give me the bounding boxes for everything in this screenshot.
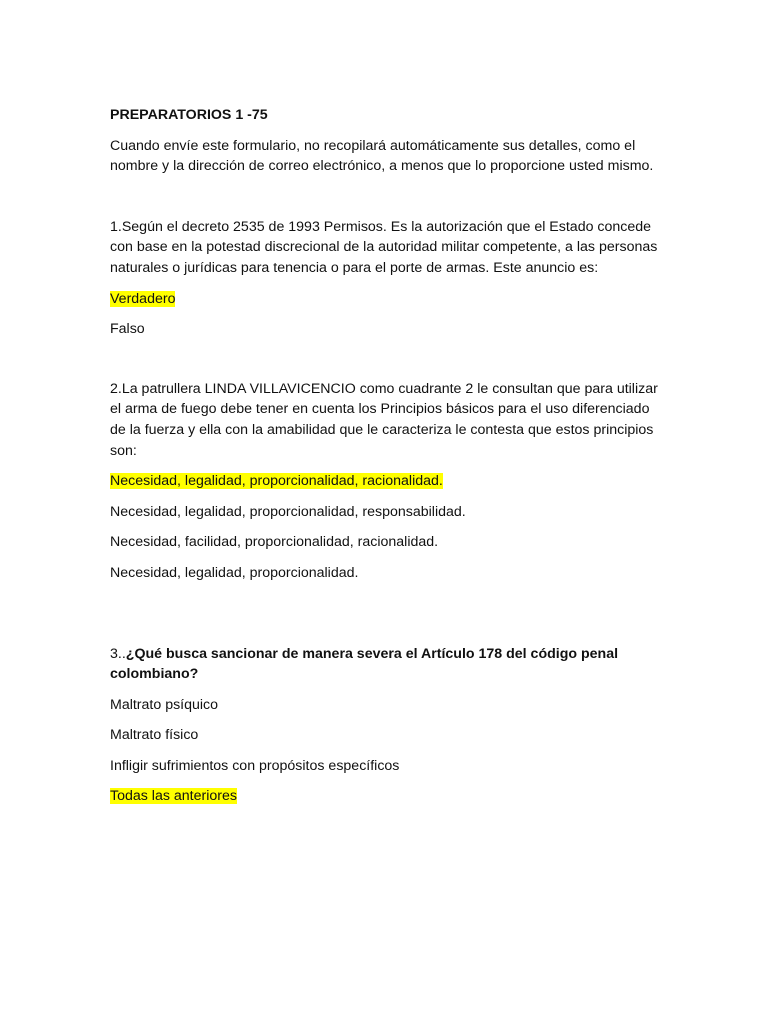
option-label: Maltrato físico [110,727,199,744]
question-3-option-2 [110,725,658,746]
question-2-option-3 [110,532,658,553]
question-2-block [110,379,658,584]
question-1-text: 1.Según el decreto 2535 de 1993 Permisos. Es la autorización que el Estado concede con base en la potestad discrecional de la autoridad militar competente, a las personas naturales o jurídicas para tenencia o para el porte de armas. Este anuncio es: [110,218,658,276]
document-intro: Cuando envíe este formulario, no recopilará automáticamente sus detalles, como el nombre y la dirección de correo electrónico, a menos que lo proporcione usted mismo. [110,137,654,175]
answer-highlight: Verdadero [110,290,176,307]
question-3-option-3 [110,756,658,777]
question-2-option-2 [110,502,658,523]
option-label: Necesidad, legalidad, proporcionalidad. [110,564,359,581]
option-label: Necesidad, legalidad, proporcionalidad, responsabilidad. [110,503,466,520]
question-3-text [110,644,658,685]
option-label: Infligir sufrimientos con propósitos específicos [110,757,400,774]
question-1-option-1 [110,289,658,310]
answer-highlight: Necesidad, legalidad, proporcionalidad, racionalidad. [110,473,443,490]
question-3-block [110,644,658,808]
question-3-option-1 [110,695,658,716]
question-3-number: 3.. [110,645,126,662]
option-label: Falso [110,321,145,338]
answer-highlight: Todas las anteriores [110,788,237,805]
question-2-option-1 [110,471,658,492]
question-3-prompt: ¿Qué busca sancionar de manera severa el Artículo 178 del código penal colombiano? [110,645,619,683]
option-label: Necesidad, facilidad, proporcionalidad, racionalidad. [110,534,439,551]
question-1-option-2 [110,319,658,340]
question-1-block [110,217,658,340]
question-2-option-4 [110,563,658,584]
option-label: Maltrato psíquico [110,696,219,713]
document-page [110,105,658,817]
question-2-text: 2.La patrullera LINDA VILLAVICENCIO como cuadrante 2 le consultan que para utilizar el arma de fuego debe tener en cuenta los Principios básicos para el uso diferenciado de la fuerza y ella con la amabilidad que le caracteriza le contesta que estos principios son: [110,380,658,459]
question-3-option-4 [110,786,658,807]
document-title: PREPARATORIOS 1 -75 [110,107,268,123]
